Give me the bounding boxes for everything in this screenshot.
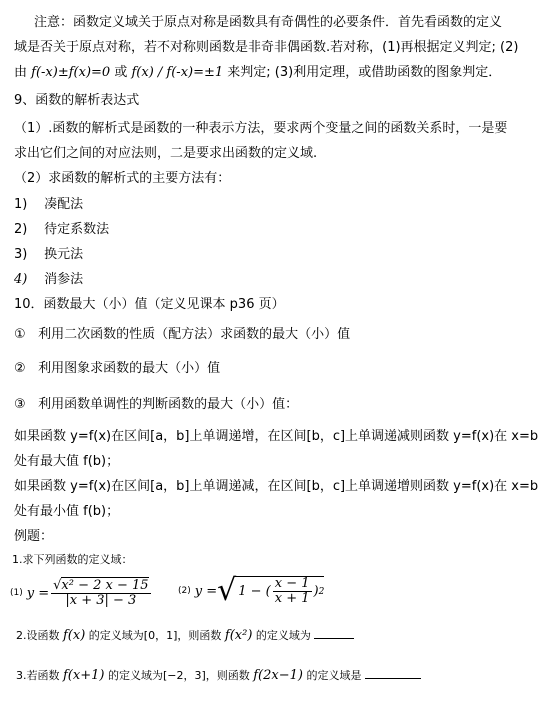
examples-title: 例题：: [14, 529, 54, 544]
sqrt-icon: √: [217, 573, 237, 608]
circled-text: 利用图象求函数的最大（小）值: [38, 361, 221, 376]
rule-max-line-1: 如果函数 y=f(x)在区间[a，b]上单调递增，在区间[b，c]上单调递减则函数 y=f(x)在 x=b: [14, 429, 539, 444]
formula-2-lhs: y =: [194, 583, 218, 599]
formula-2-radicand: 1 − ( $\frac{x - 1}{x + 1}$ ) 2: [238, 576, 325, 606]
note-line-1: 注意：函数定义域关于原点对称是函数具有奇偶性的必要条件．首先看函数的定义: [34, 15, 503, 30]
circled-text: 利用二次函数的性质（配方法）求函数的最大（小）值: [38, 327, 351, 342]
q3-text-b: 的定义域为[−2，3]，则函数: [107, 669, 250, 682]
method-item: [14, 221, 109, 239]
method-number: 2): [14, 222, 28, 237]
method-item: [14, 271, 83, 289]
section-9-para-1a: （1）.函数的解析式是函数的一种表示方法，要求两个变量之间的函数关系时，一是要: [14, 121, 508, 136]
rule-max-line-2: 处有最大值 f(b)；: [14, 454, 120, 469]
note-line-3-b: 或: [114, 65, 128, 80]
formula-2-fraction: [273, 577, 312, 606]
circled-item-1: [14, 326, 350, 344]
method-number: 3): [14, 247, 28, 262]
q2-fx2: f(x²): [224, 628, 253, 643]
method-text: 消参法: [44, 272, 84, 287]
section-9-para-2: （2）求函数的解析式的主要方法有：: [14, 171, 231, 186]
q3-text-c: 的定义域是: [306, 669, 362, 682]
method-text: 待定系数法: [44, 222, 110, 237]
note-line-3-a: 由: [14, 65, 28, 80]
formula-2-denominator: x + 1: [274, 591, 310, 606]
q2-fx: f(x): [63, 628, 86, 643]
formula-2-number: (2): [178, 586, 191, 596]
odd-even-expr-2: f(x) / f(-x)=±1: [131, 65, 224, 80]
circled-text: 利用函数单调性的判断函数的最大（小）值：: [38, 397, 299, 412]
formula-1-denominator: |x + 3| − 3: [65, 592, 137, 608]
formula-2: [178, 566, 324, 616]
formula-1-numerator: √x² − 2 x − 15: [53, 577, 149, 593]
section-9-para-1b: 求出它们之间的对应法则，二是要求出函数的定义域.: [14, 146, 318, 161]
formula-1: [10, 570, 153, 616]
q3-f2: f(2x−1): [253, 668, 303, 683]
question-2: [16, 626, 354, 645]
circled-item-2: [14, 360, 220, 378]
question-3: [16, 666, 421, 685]
q2-answer-blank[interactable]: [314, 626, 354, 639]
method-text: 换元法: [44, 247, 84, 262]
q2-text-b: 的定义域为[0，1]，则函数: [88, 629, 222, 642]
section-10-heading: 10．函数最大（小）值（定义见课本 p36 页）: [14, 297, 285, 312]
rule-min-line-2: 处有最小值 f(b)；: [14, 504, 120, 519]
formula-2-numerator: x − 1: [274, 576, 310, 591]
method-number: 1): [14, 197, 28, 212]
circled-mark: ②: [14, 361, 26, 376]
circled-mark: ①: [14, 327, 26, 342]
q3-text-a: 3.若函数: [16, 669, 60, 682]
note-line-2: 域是否关于原点对称，若不对称则函数是非奇非偶函数.若对称，(1)再根据定义判定; (2): [14, 40, 519, 55]
section-9-heading: 9、函数的解析表达式: [14, 93, 140, 108]
formula-1-number: (1): [10, 588, 23, 598]
formula-1-lhs: y =: [26, 585, 50, 601]
circled-mark: ③: [14, 397, 26, 412]
q3-f1: f(x+1): [63, 668, 105, 683]
q3-answer-blank[interactable]: [365, 666, 421, 679]
q2-text-c: 的定义域为: [255, 629, 311, 642]
note-line-3: [14, 64, 501, 82]
circled-item-3: [14, 396, 298, 414]
method-item: [14, 196, 83, 214]
note-line-3-c: 来判定; (3)利用定理，或借助函数的图象判定．: [227, 65, 502, 80]
method-text: 凑配法: [44, 197, 84, 212]
question-1: 1.求下列函数的定义域：: [12, 553, 133, 566]
rule-min-line-1: 如果函数 y=f(x)在区间[a，b]上单调递减，在区间[b，c]上单调递增则函数 y=f(x)在 x=b: [14, 479, 539, 494]
method-number: 4): [14, 272, 28, 287]
q2-text-a: 2.设函数: [16, 629, 60, 642]
formula-1-fraction: [51, 579, 150, 608]
method-item: [14, 246, 83, 264]
odd-even-expr-1: f(-x)±f(x)=0: [31, 65, 111, 80]
